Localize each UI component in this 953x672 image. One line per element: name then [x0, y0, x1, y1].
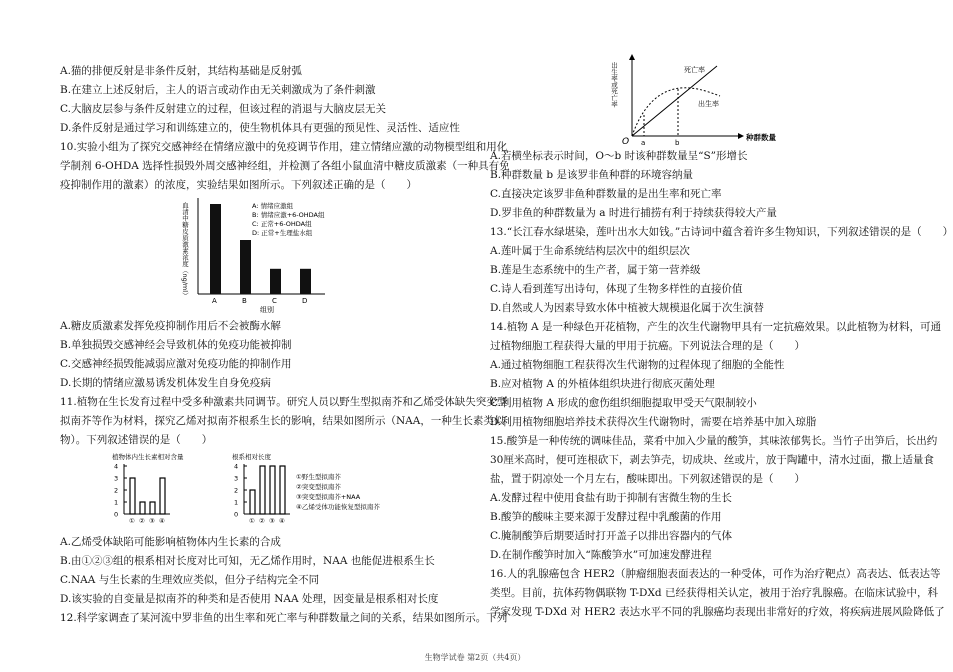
q11-option-d: D.该实验的自变量是拟南芥的种类和是否使用 NAA 处理，因变量是根系相对长度 [60, 593, 439, 605]
q11a-title: 植物体内生长素相对含量 [112, 453, 184, 461]
q11a-xtick-1: ① [129, 517, 135, 525]
q9-option-a: A.猫的排便反射是非条件反射，其结构基础是反射弧 [60, 65, 302, 77]
q12-option-a: A.若横坐标表示时间，O～b 时该种群数量呈“S”形增长 [490, 150, 748, 162]
q11a-ytick-0: 0 [114, 510, 119, 519]
page-footer: 生物学试卷 第2页（共4页） [424, 653, 526, 662]
q12-tick-a: a [641, 139, 646, 147]
q11b-legend-2: ②突变型拟南芥 [296, 483, 341, 491]
q11-stem-2: 拟南芥等作为材料，探究乙烯对拟南芥根系生长的影响，结果如图所示（NAA，一种生长素类似 [60, 415, 505, 427]
q11-root-length-chart [232, 450, 432, 528]
q15-stem-1: 15.酸笋是一种传统的调味佳品，菜肴中加入少量的酸笋，其味浓郁隽长。当竹子出笋后，长出约 [490, 435, 938, 447]
q11a-ytick-4: 4 [114, 462, 119, 471]
q11b-xtick-4: ④ [279, 517, 285, 525]
q16-stem-2: 类型。目前，抗体药物偶联物 T-DXd 已经获得相关认定，被用于治疗乳腺癌。在临床试验中，科 [490, 587, 938, 599]
q10-xtick-C: C [272, 297, 277, 305]
q11-option-b: B.由①②③组的根系相对长度对比可知，无乙烯作用时，NAA 也能促进根系生长 [60, 555, 435, 567]
q11a-ytick-3: 3 [114, 474, 119, 483]
q12-tick-o: O [622, 137, 630, 147]
q11a-ytick-2: 2 [114, 486, 119, 495]
q10-xtick-D: D [302, 297, 308, 305]
q11a-bar-3 [150, 502, 155, 514]
q15-option-c: C.腌制酸笋后期要适时打开盖子以排出容器内的气体 [490, 530, 732, 542]
q10-legend-c: C: 正常+6-OHDA组 [252, 220, 312, 228]
q12-option-d: D.罗非鱼的种群数量为 a 时进行捕捞有利于持续获得较大产量 [490, 207, 777, 219]
q13-option-b: B.莲是生态系统中的生产者，属于第一营养级 [490, 264, 701, 276]
q11a-bar-2 [140, 502, 145, 514]
q12-xlabel: 种群数量 [746, 133, 776, 142]
q13-stem: 13.“长江春水绿堪染，莲叶出水大如钱。”古诗词中蕴含着许多生物知识，下列叙述错误的是（ ） [490, 226, 953, 238]
q10-xtick-A: A [212, 297, 217, 305]
q11a-ytick-1: 1 [114, 498, 119, 507]
q12-death-label: 死亡率 [684, 66, 705, 74]
q11a-bar-4 [160, 478, 165, 514]
q10-xlabel: 组别 [260, 306, 274, 314]
q11b-legend-3: ③突变型拟南芥+NAA [296, 493, 361, 501]
q12-option-b: B.种群数量 b 是该罗非鱼种群的环境容纳量 [490, 169, 693, 181]
q11b-ytick-0: 0 [234, 510, 239, 519]
q11-stem-1: 11.植物在生长发育过程中受多种激素共同调节。研究人员以野生型拟南芥和乙烯受体缺失突变型 [60, 396, 508, 408]
q15-option-a: A.发酵过程中使用食盐有助于抑制有害微生物的生长 [490, 492, 732, 504]
q11-stem-3: 物）。下列叙述错误的是（ ） [60, 434, 213, 446]
q14-stem-1: 14.植物 A 是一种绿色开花植物，产生的次生代谢物甲具有一定抗癌效果。以此植物为材料，可通 [490, 321, 941, 333]
q14-option-a: A.通过植物细胞工程获得次生代谢物的过程体现了细胞的全能性 [490, 359, 785, 371]
q11a-xtick-4: ④ [159, 517, 165, 525]
q15-stem-2: 30厘米高时，便可连根砍下，剥去笋壳，切成块、丝或片，放于陶罐中，清水过面，撒上适量食 [490, 454, 934, 466]
q11b-xtick-2: ② [259, 517, 265, 525]
q10-option-d: D.长期的情绪应激易诱发机体发生自身免疫病 [60, 377, 271, 389]
q11b-ytick-2: 2 [234, 486, 239, 495]
q12-ylabel: 出生率或死亡率 [610, 62, 618, 108]
q16-stem-1: 16.人的乳腺癌包含 HER2（肿瘤细胞表面表达的一种受体，可作为治疗靶点）高表达、低表达等 [490, 568, 941, 580]
q11b-legend-4: ④乙烯受体功能恢复型拟南芥 [296, 503, 380, 511]
q11b-legend-1: ①野生型拟南芥 [296, 473, 341, 481]
q11b-xtick-1: ① [249, 517, 255, 525]
q10-legend-b: B: 情绪应激+6-OHDA组 [252, 211, 325, 219]
q11a-xtick-3: ③ [149, 517, 155, 525]
q10-bar-D [300, 269, 311, 294]
q11b-xtick-3: ③ [269, 517, 275, 525]
q11b-ytick-1: 1 [234, 498, 239, 507]
q10-option-a: A.糖皮质激素发挥免疫抑制作用后不会被酶水解 [60, 320, 281, 332]
q14-option-c: C.利用植物 A 形成的愈伤组织细胞提取甲受天气限制较小 [490, 397, 757, 409]
q11-option-a: A.乙烯受体缺陷可能影响植物体内生长素的合成 [60, 536, 281, 548]
q11b-bar-1 [250, 490, 255, 514]
q10-stem-2: 学制剂 6-OHDA 选择性损毁外周交感神经组，并检测了各组小鼠血清中糖皮质激素（一种具有免 [60, 160, 510, 172]
q10-legend-a: A: 情绪应激组 [252, 202, 294, 210]
q13-option-d: D.自然或人为因素导致水体中植被大规模退化属于次生演替 [490, 302, 764, 314]
q10-stem-3: 疫抑制作用的激素）的浓度，实验结果如图所示。下列叙述正确的是（ ） [60, 179, 417, 191]
q10-option-b: B.单独损毁交感神经会导致机体的免疫功能被抑制 [60, 339, 292, 351]
q10-bar-C [270, 269, 281, 294]
q14-option-b: B.应对植物 A 的外植体组织块进行彻底灭菌处理 [490, 378, 715, 390]
q10-ylabel: 血清中糖皮质激素浓度（ng/ml） [181, 202, 189, 299]
q11-auxin-chart [112, 450, 227, 528]
q14-stem-2: 过植物细胞工程获得大量的甲用于抗癌。下列说法合理的是（ ） [490, 340, 805, 352]
q12-option-c: C.直接决定该罗非鱼种群数量的是出生率和死亡率 [490, 188, 722, 200]
q11b-bar-2 [260, 466, 265, 514]
q15-stem-3: 盐，置于阴凉处一个月左右，酸味即出。下列叙述错误的是（ ） [490, 473, 805, 485]
q10-bar-A [210, 204, 221, 294]
q10-bar-B [240, 240, 251, 294]
q16-stem-3: 学家发现 T-DXd 对 HER2 表达水平不同的乳腺癌均表现出非常好的疗效，将疾病进展风险降低了 [490, 606, 945, 618]
q14-option-d: D.利用植物细胞培养技术获得次生代谢物时，需要在培养基中加入琼脂 [490, 416, 817, 428]
q15-option-d: D.在制作酸笋时加入“陈酸笋水”可加速发酵进程 [490, 549, 712, 561]
q10-bar-chart [180, 192, 370, 314]
q12-stem: 12.科学家调查了某河流中罗非鱼的出生率和死亡率与种群数量之间的关系，结果如图所示。下列 [60, 612, 508, 624]
q12-tick-b: b [675, 139, 680, 147]
q11b-title: 根系相对长度 [232, 453, 271, 461]
q11-option-c: C.NAA 与生长素的生理效应类似，但分子结构完全不同 [60, 574, 320, 586]
q15-option-b: B.酸笋的酸味主要来源于发酵过程中乳酸菌的作用 [490, 511, 722, 523]
q9-option-d: D.条件反射是通过学习和训练建立的，使生物机体具有更强的预见性、灵活性、适应性 [60, 122, 460, 134]
q10-stem-1: 10.实验小组为了探究交感神经在情绪应激中的免疫调节作用，建立情绪应激的动物模型组和用化 [60, 141, 508, 153]
q12-birth-label: 出生率 [698, 100, 719, 108]
q9-option-b: B.在建立上述反射后，主人的语言或动作由无关刺激成为了条件刺激 [60, 84, 376, 96]
q9-option-c: C.大脑皮层参与条件反射建立的过程，但该过程的消退与大脑皮层无关 [60, 103, 386, 115]
q11b-bar-3 [270, 466, 275, 514]
q10-xtick-B: B [242, 297, 247, 305]
q10-option-c: C.交感神经损毁能减弱应激对免疫功能的抑制作用 [60, 358, 292, 370]
q11a-bar-1 [130, 478, 135, 514]
q13-option-a: A.莲叶属于生命系统结构层次中的组织层次 [490, 245, 690, 257]
q11b-ytick-3: 3 [234, 474, 239, 483]
q11b-ytick-4: 4 [234, 462, 239, 471]
q12-birth-death-chart [612, 52, 802, 148]
q11a-xtick-2: ② [139, 517, 145, 525]
q11b-bar-4 [280, 466, 285, 514]
q10-legend-d: D: 正常+生理盐水组 [252, 229, 313, 237]
q13-option-c: C.诗人看到莲写出诗句，体现了生物多样性的直接价值 [490, 283, 743, 295]
